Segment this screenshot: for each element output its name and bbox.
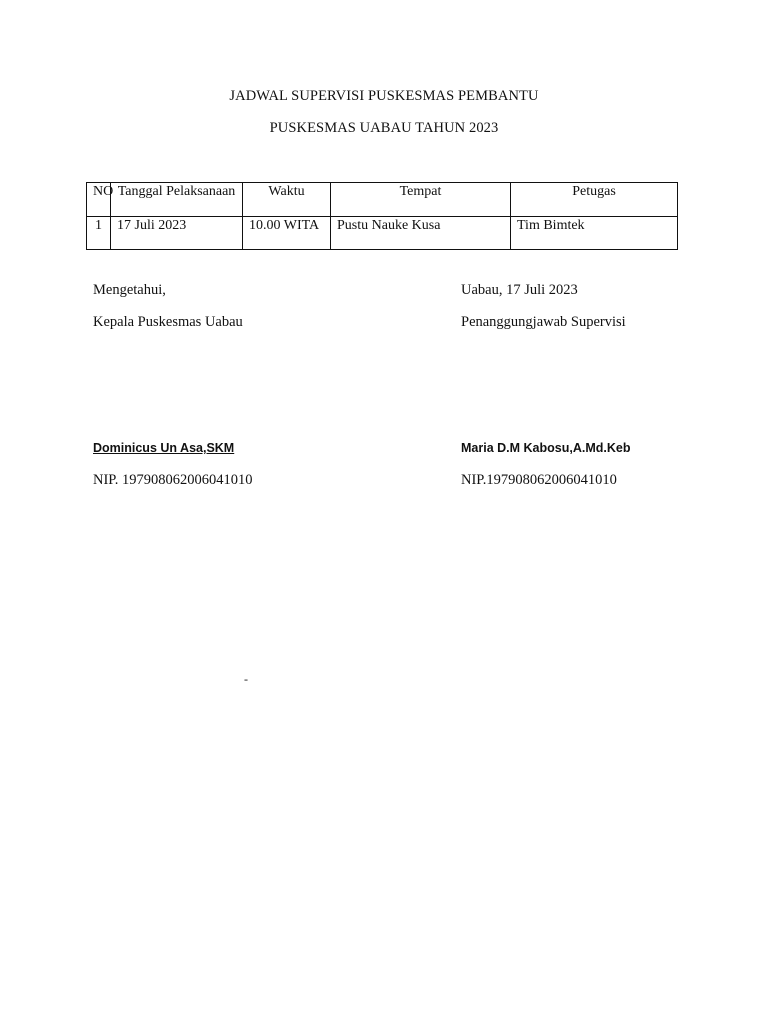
right-place-date: Uabau, 17 Juli 2023 [461, 282, 578, 298]
document-title: JADWAL SUPERVISI PUSKESMAS PEMBANTU [229, 88, 539, 104]
cell-tempat: Pustu Nauke Kusa [331, 217, 511, 250]
right-signatory-name: Maria D.M Kabosu,A.Md.Keb [461, 441, 631, 455]
cell-tanggal: 17 Juli 2023 [111, 217, 243, 250]
header-waktu: Waktu [243, 183, 331, 217]
header-no: NO [87, 183, 111, 217]
schedule-table [86, 182, 678, 250]
left-position: Kepala Puskesmas Uabau [93, 314, 243, 330]
cell-waktu: 10.00 WITA [243, 217, 331, 250]
right-position: Penanggungjawab Supervisi [461, 314, 626, 330]
cell-no: 1 [87, 217, 111, 250]
header-petugas: Petugas [511, 183, 678, 217]
left-acknowledged: Mengetahui, [93, 282, 166, 298]
table-row [87, 217, 678, 250]
left-signatory-name: Dominicus Un Asa,SKM [93, 441, 235, 455]
right-nip: NIP.197908062006041010 [461, 472, 617, 488]
header-tanggal: Tanggal Pelaksanaan [111, 183, 243, 217]
table-header-row [87, 183, 678, 217]
document-subtitle: PUSKESMAS UABAU TAHUN 2023 [269, 120, 499, 136]
header-tempat: Tempat [331, 183, 511, 217]
cell-petugas: Tim Bimtek [511, 217, 678, 250]
left-nip: NIP. 197908062006041010 [93, 472, 253, 488]
stray-dash: - [244, 672, 248, 686]
